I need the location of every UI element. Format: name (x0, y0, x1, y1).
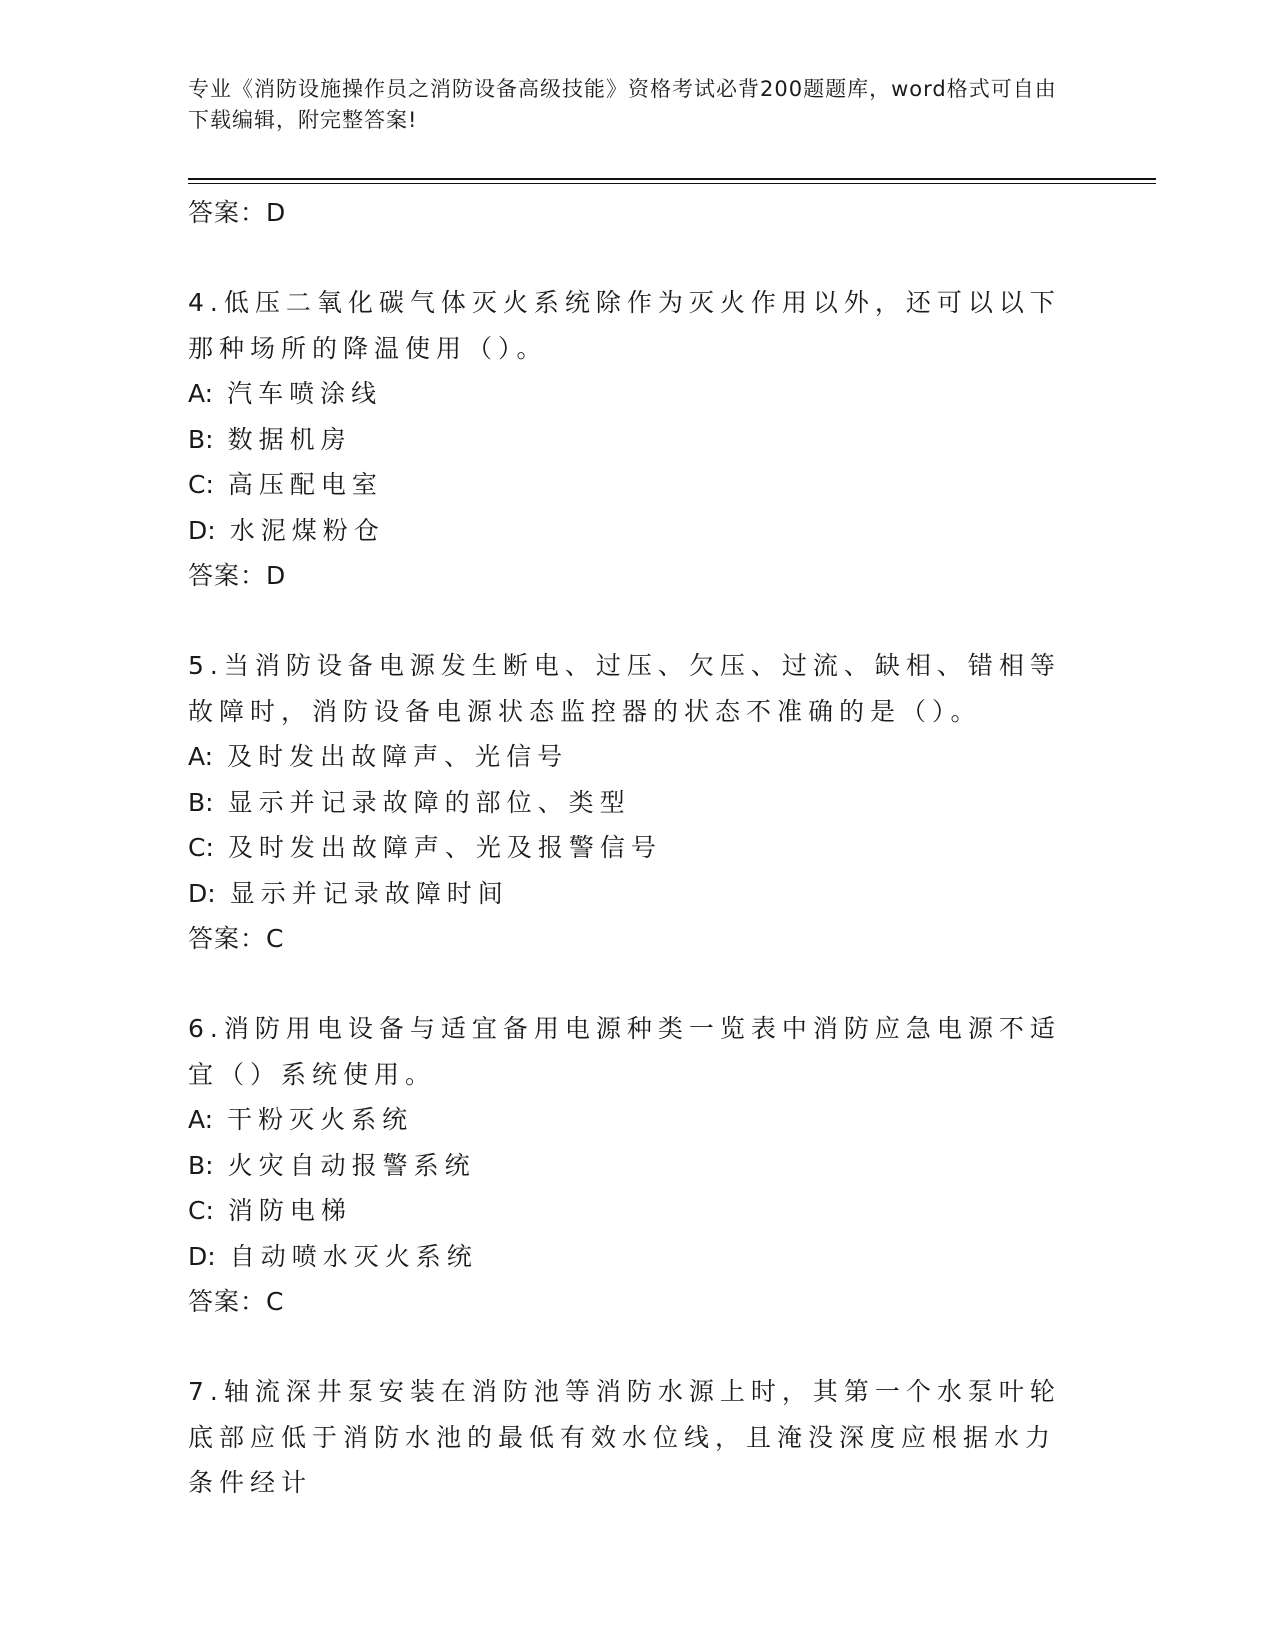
option-b (188, 780, 1068, 826)
question-list (188, 190, 1068, 1506)
option-d (188, 508, 1068, 554)
question-text: 7.轴流深井泵安装在消防池等消防水源上时，其第一个水泵叶轮底部应低于消防水池的最低有效水位线，且淹没深度应根据水力条件经计 (188, 1377, 1061, 1497)
option-key: B: (188, 787, 214, 817)
option-label: 显示并记录故障时间 (229, 878, 509, 908)
previous-answer: 答案：D (188, 198, 287, 227)
question-answer: 答案：C (188, 924, 285, 953)
option-c (188, 462, 1068, 508)
option-key: C: (188, 470, 214, 499)
option-label: 及时发出故障声、光及报警信号 (227, 833, 662, 862)
question-answer: 答案：D (188, 561, 287, 590)
option-key: A: (188, 1105, 214, 1134)
option-key: B: (188, 1150, 214, 1180)
question-item (188, 1369, 1068, 1506)
option-d (188, 1234, 1068, 1280)
option-key: C: (188, 1196, 214, 1225)
option-c (188, 825, 1068, 871)
question-text: 6.消防用电设备与适宜备用电源种类一览表中消防应急电源不适宜（）系统使用。 (188, 1014, 1061, 1089)
question-item (188, 280, 1068, 599)
option-label: 数据机房 (227, 424, 352, 454)
option-key: B: (188, 424, 214, 454)
header-title: 专业《消防设施操作员之消防设备高级技能》资格考试必背200题题库，word格式可自由下载编辑，附完整答案! (188, 77, 1057, 132)
option-label: 火灾自动报警系统 (227, 1150, 476, 1180)
option-label: 及时发出故障声、光信号 (227, 742, 569, 771)
document-header (188, 74, 1068, 136)
question-text: 5.当消防设备电源发生断电、过压、欠压、过流、缺相、错相等故障时，消防设备电源状态监控器的状态不准确的是（）。 (188, 651, 1061, 726)
option-label: 高压配电室 (227, 470, 383, 499)
option-b (188, 1143, 1068, 1189)
question-item (188, 643, 1068, 962)
option-a (188, 1097, 1068, 1143)
option-key: D: (188, 1241, 216, 1271)
question-answer: 答案：C (188, 1287, 285, 1316)
option-d (188, 871, 1068, 917)
option-label: 干粉灭火系统 (227, 1105, 414, 1134)
option-c (188, 1188, 1068, 1234)
option-label: 汽车喷涂线 (227, 379, 383, 408)
option-label: 自动喷水灭火系统 (229, 1241, 478, 1271)
option-key: A: (188, 742, 214, 771)
header-divider-thick (188, 178, 1156, 180)
option-label: 显示并记录故障的部位、类型 (227, 787, 631, 817)
option-b (188, 417, 1068, 463)
option-a (188, 734, 1068, 780)
option-label: 水泥煤粉仓 (229, 515, 385, 545)
option-a (188, 371, 1068, 417)
question-text: 4.低压二氧化碳气体灭火系统除作为灭火作用以外，还可以以下那种场所的降温使用（）。 (188, 288, 1061, 363)
question-item (188, 1006, 1068, 1325)
option-key: A: (188, 379, 214, 408)
option-label: 消防电梯 (227, 1196, 352, 1225)
option-key: D: (188, 515, 216, 545)
option-key: C: (188, 833, 214, 862)
option-key: D: (188, 878, 216, 908)
header-divider-thin (188, 183, 1156, 184)
